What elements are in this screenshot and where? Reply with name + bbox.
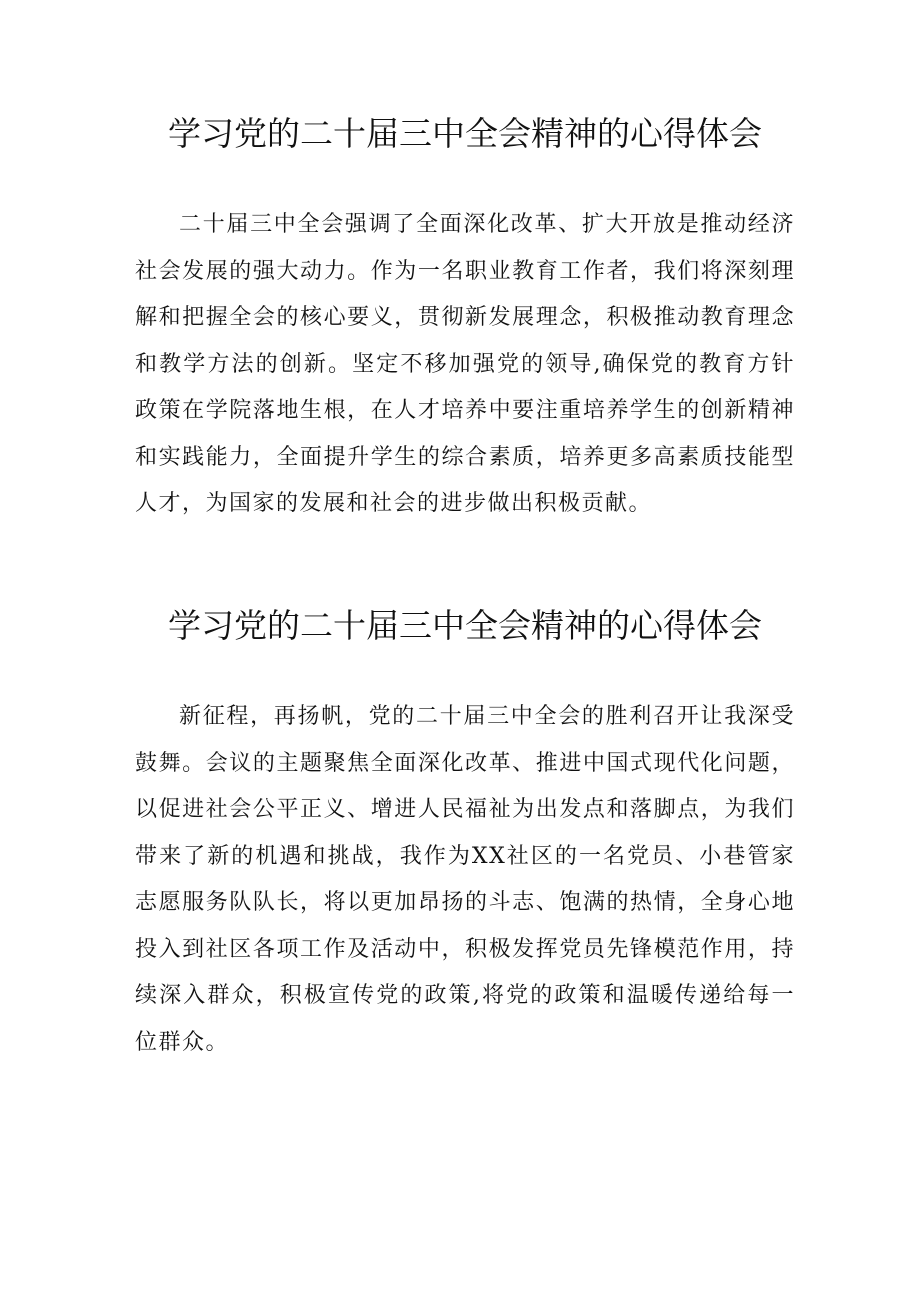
- article-title: 学习党的二十届三中全会精神的心得体会: [168, 114, 762, 153]
- article-body: 二十届三中全会强调了全面深化改革、扩大开放是推动经济社会发展的强大动力。作为一名职业教育工作者，我们将深刻理解和把握全会的核心要义，贯彻新发展理念，积极推动教育理念和教学方法的创新。坚定不移加强党的领导,确保党的教育方针政策在学院落地生根，在人才培养中要注重培养学生的创新精神和实践能力，全面提升学生的综合素质，培养更多高素质技能型人才，为国家的发展和社会的进步做出积极贡献。: [135, 212, 795, 516]
- article-section-2: [135, 604, 795, 1066]
- article-body: 新征程，再扬帆，党的二十届三中全会的胜利召开让我深受鼓舞。会议的主题聚焦全面深化改革、推进中国式现代化问题，以促进社会公平正义、增进人民福祉为出发点和落脚点，为我们带来了新的机遇和挑战，我作为XX社区的一名党员、小巷管家志愿服务队队长，将以更加昂扬的斗志、饱满的热情，全身心地投入到社区各项工作及活动中，积极发挥党员先锋模范作用，持续深入群众，积极宣传党的政策,将党的政策和温暖传递给每一位群众。: [135, 704, 795, 1055]
- article-section-1: [135, 112, 795, 528]
- article-title: 学习党的二十届三中全会精神的心得体会: [168, 606, 762, 645]
